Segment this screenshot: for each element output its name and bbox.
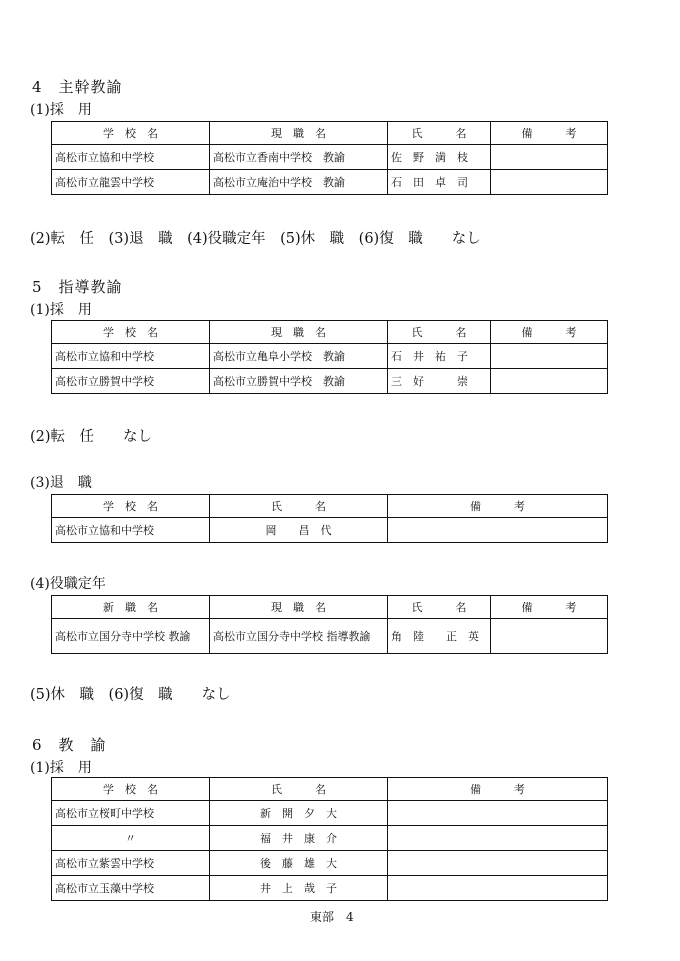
section-4-adopt-label: (1)採 用 bbox=[30, 102, 92, 118]
section-5-adopt-label: (1)採 用 bbox=[30, 302, 92, 318]
name-cell: 角 陸 正 英 bbox=[388, 619, 491, 654]
table-row bbox=[52, 826, 608, 851]
section-5-heading: 5 指導教諭 bbox=[32, 278, 123, 296]
section-6-adopt-label: (1)採 用 bbox=[30, 760, 92, 776]
section-5-age-label: (4)役職定年 bbox=[30, 576, 106, 592]
current-post-cell: 高松市立庵治中学校 教諭 bbox=[210, 170, 388, 195]
section-5-age-table bbox=[51, 595, 608, 654]
table-row bbox=[52, 170, 608, 195]
remarks-cell bbox=[491, 344, 608, 369]
school-cell: 高松市立紫雲中学校 bbox=[52, 851, 210, 876]
remarks-cell bbox=[388, 876, 608, 901]
table-row bbox=[52, 518, 608, 543]
table-header-row bbox=[52, 778, 608, 801]
current-post-cell: 高松市立勝賀中学校 教諭 bbox=[210, 369, 388, 394]
table-row bbox=[52, 619, 608, 654]
table-header-row bbox=[52, 122, 608, 145]
table-row bbox=[52, 369, 608, 394]
page-footer: 東部 4 bbox=[310, 910, 354, 924]
name-cell: 後 藤 雄 大 bbox=[210, 851, 388, 876]
name-cell: 新 開 夕 大 bbox=[210, 801, 388, 826]
header-cell: 学 校 名 bbox=[52, 321, 210, 344]
name-cell: 佐 野 満 枝 bbox=[388, 145, 491, 170]
table-header-row bbox=[52, 495, 608, 518]
header-cell: 氏 名 bbox=[210, 778, 388, 801]
header-cell: 氏 名 bbox=[388, 596, 491, 619]
current-post-cell: 高松市立香南中学校 教諭 bbox=[210, 145, 388, 170]
section-4-heading: 4 主幹教諭 bbox=[32, 78, 123, 96]
section-5-transfer-line: (2)転 任 なし bbox=[30, 429, 153, 445]
section-6-heading: 6 教 諭 bbox=[32, 736, 107, 754]
header-cell: 学 校 名 bbox=[52, 122, 210, 145]
name-cell: 福 井 康 介 bbox=[210, 826, 388, 851]
remarks-cell bbox=[388, 518, 608, 543]
header-cell: 現 職 名 bbox=[210, 596, 388, 619]
header-cell: 備 考 bbox=[388, 778, 608, 801]
section-4-adopt-table bbox=[51, 121, 608, 195]
table-header-row bbox=[52, 321, 608, 344]
name-cell: 三 好 崇 bbox=[388, 369, 491, 394]
current-post-cell: 高松市立国分寺中学校 指導教諭 bbox=[210, 619, 388, 654]
remarks-cell bbox=[491, 145, 608, 170]
school-cell: 〃 bbox=[52, 826, 210, 851]
school-cell: 高松市立勝賀中学校 bbox=[52, 369, 210, 394]
header-cell: 備 考 bbox=[491, 321, 608, 344]
remarks-cell bbox=[491, 619, 608, 654]
table-row bbox=[52, 851, 608, 876]
table-row bbox=[52, 876, 608, 901]
remarks-cell bbox=[388, 851, 608, 876]
table-row bbox=[52, 344, 608, 369]
section-5-retire-label: (3)退 職 bbox=[30, 475, 92, 491]
header-cell: 氏 名 bbox=[388, 321, 491, 344]
header-cell: 学 校 名 bbox=[52, 778, 210, 801]
section-4-others-line: (2)転 任 (3)退 職 (4)役職定年 (5)休 職 (6)復 職 なし bbox=[30, 231, 481, 247]
section-5-leave-line: (5)休 職 (6)復 職 なし bbox=[30, 687, 231, 703]
section-5-retire-table bbox=[51, 494, 608, 543]
remarks-cell bbox=[388, 801, 608, 826]
school-cell: 高松市立龍雲中学校 bbox=[52, 170, 210, 195]
table-row bbox=[52, 145, 608, 170]
table-row bbox=[52, 801, 608, 826]
school-cell: 高松市立協和中学校 bbox=[52, 344, 210, 369]
header-cell: 現 職 名 bbox=[210, 122, 388, 145]
section-6-adopt-table bbox=[51, 777, 608, 901]
remarks-cell bbox=[491, 170, 608, 195]
remarks-cell bbox=[491, 369, 608, 394]
header-cell: 現 職 名 bbox=[210, 321, 388, 344]
remarks-cell bbox=[388, 826, 608, 851]
current-post-cell: 高松市立亀阜小学校 教諭 bbox=[210, 344, 388, 369]
table-header-row bbox=[52, 596, 608, 619]
header-cell: 備 考 bbox=[491, 122, 608, 145]
name-cell: 石 井 祐 子 bbox=[388, 344, 491, 369]
header-cell: 氏 名 bbox=[210, 495, 388, 518]
header-cell: 備 考 bbox=[491, 596, 608, 619]
name-cell: 岡 昌 代 bbox=[210, 518, 388, 543]
header-cell: 学 校 名 bbox=[52, 495, 210, 518]
header-cell: 新 職 名 bbox=[52, 596, 210, 619]
school-cell: 高松市立協和中学校 bbox=[52, 145, 210, 170]
name-cell: 井 上 哉 子 bbox=[210, 876, 388, 901]
name-cell: 石 田 卓 司 bbox=[388, 170, 491, 195]
header-cell: 備 考 bbox=[388, 495, 608, 518]
header-cell: 氏 名 bbox=[388, 122, 491, 145]
section-5-adopt-table bbox=[51, 320, 608, 394]
school-cell: 高松市立協和中学校 bbox=[52, 518, 210, 543]
school-cell: 高松市立桜町中学校 bbox=[52, 801, 210, 826]
new-post-cell: 高松市立国分寺中学校 教諭 bbox=[52, 619, 210, 654]
school-cell: 高松市立玉藻中学校 bbox=[52, 876, 210, 901]
